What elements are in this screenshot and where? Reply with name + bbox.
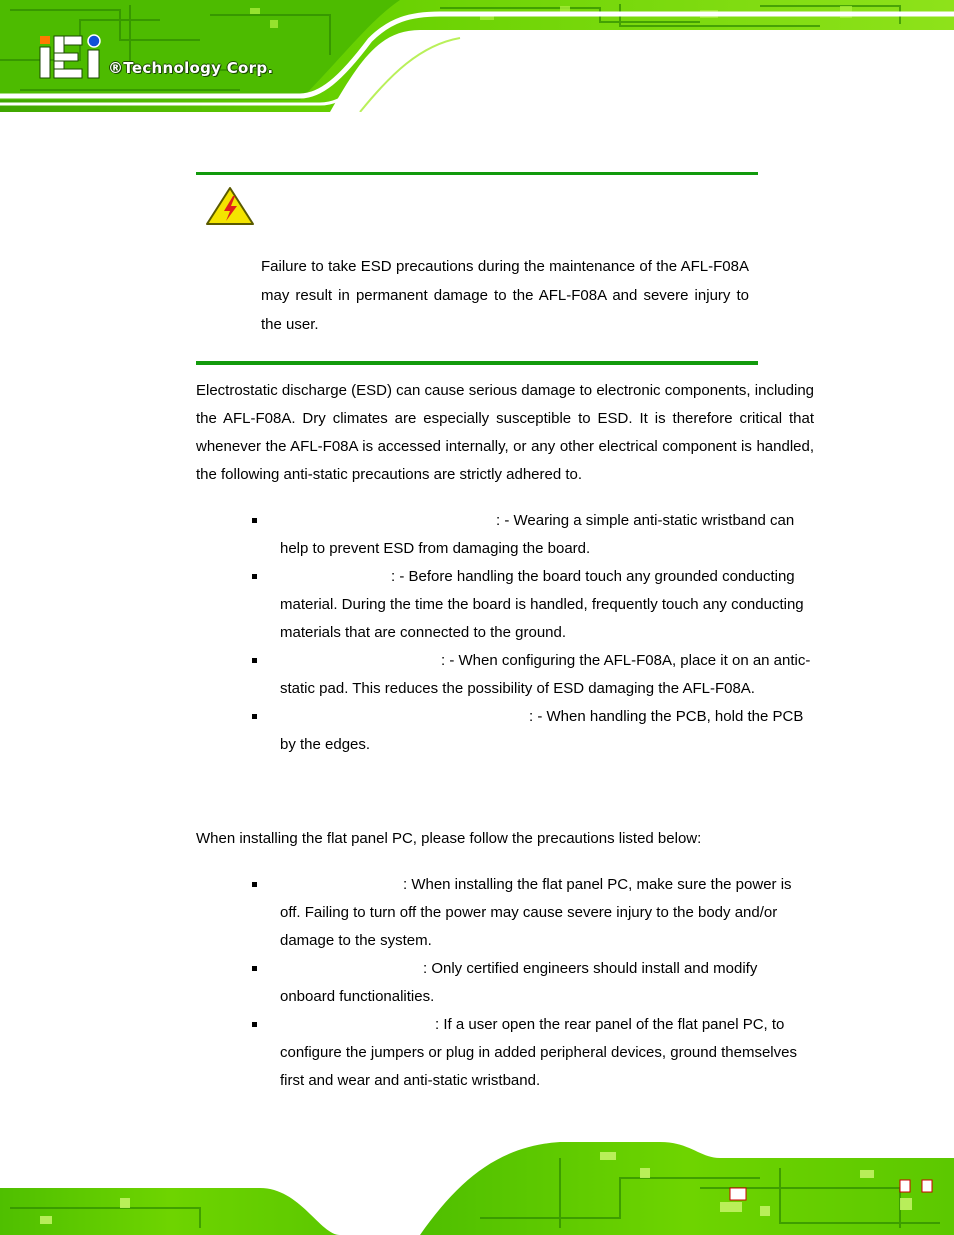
- bullet-icon: [252, 1022, 257, 1027]
- list-item-text: : - Before handling the board touch any grounded conducting material. During the time the board is handled, frequently touch any conducting materials that are connected to the ground.: [280, 568, 804, 641]
- footer-band: [0, 1128, 954, 1235]
- list-item: [252, 955, 814, 1011]
- install-intro-paragraph: When installing the flat panel PC, please follow the precautions listed below:: [196, 830, 702, 847]
- bullet-icon: [252, 574, 257, 579]
- bullet-icon: [252, 714, 257, 719]
- bullet-icon: [252, 882, 257, 887]
- list-item: [252, 1011, 814, 1095]
- bullet-icon: [252, 518, 257, 523]
- company-logo: [38, 30, 298, 85]
- list-item: [252, 703, 814, 759]
- logo-company-name: ®Technology Corp.: [108, 59, 274, 77]
- list-item: [252, 647, 814, 703]
- list-item: [252, 871, 814, 955]
- list-item-text: : When installing the flat panel PC, make sure the power is off. Failing to turn off the power may cause severe injury to the body and/or damage to the system.: [280, 876, 792, 949]
- warning-text: [261, 252, 749, 339]
- warning-triangle-lightning-icon: [205, 186, 255, 226]
- list-item-text: : - When configuring the AFL-F08A, place it on an antic-static pad. This reduces the possibility of ESD damaging the AFL-F08A.: [280, 652, 811, 697]
- list-item-text: : - When handling the PCB, hold the PCB by the edges.: [280, 708, 804, 753]
- bullet-icon: [252, 658, 257, 663]
- list-item-text: : If a user open the rear panel of the flat panel PC, to configure the jumpers or plug in added peripheral devices, ground themselves first and wear and anti-static wristband.: [280, 1016, 797, 1089]
- esd-intro-paragraph: Electrostatic discharge (ESD) can cause serious damage to electronic components, including the AFL-F08A. Dry climates are especially susceptible to ESD. It is therefore critical that whenever the AFL-F08A is accessed internally, or any other electrical component is handled, the following anti-static precautions are strictly adhered to.: [196, 382, 814, 483]
- list-item-text: : Only certified engineers should install and modify onboard functionalities.: [280, 960, 758, 1005]
- header-band: [0, 0, 954, 112]
- warning-message: Failure to take ESD precautions during the maintenance of the AFL-F08A may result in permanent damage to the AFL-F08A and severe injury to the user.: [261, 258, 749, 333]
- list-item-text: : - Wearing a simple anti-static wristband can help to prevent ESD from damaging the board.: [280, 512, 795, 557]
- bullet-icon: [252, 966, 257, 971]
- warning-box: [196, 172, 758, 365]
- circuit-board-footer-image: [0, 1128, 954, 1235]
- esd-precautions-list: [252, 507, 814, 759]
- list-item: [252, 563, 814, 647]
- installation-precautions-list: [252, 871, 814, 1095]
- list-item: [252, 507, 814, 563]
- iei-logo-mark-icon: [38, 34, 104, 80]
